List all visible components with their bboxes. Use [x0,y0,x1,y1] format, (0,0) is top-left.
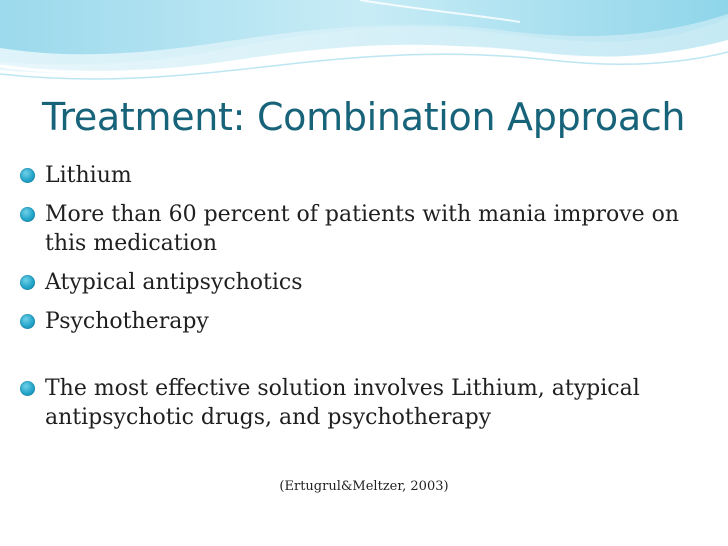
bullet-dot-icon [20,275,35,290]
bullet-text: Psychotherapy [45,309,209,334]
slide-title: Treatment: Combination Approach [42,95,686,139]
header-wave-decoration [0,0,728,90]
citation [0,479,728,494]
bullet-item [20,307,700,336]
bullet-dot-icon [20,381,35,396]
citation-text: (Ertugrul&Meltzer, 2003) [279,479,449,494]
bullet-list [20,161,700,442]
bullet-item [20,161,700,190]
bullet-text: Atypical antipsychotics [45,270,303,295]
bullet-text: The most effective solution involves Lithium, atypical antipsychotic drugs, and psychotherapy [45,376,640,430]
bullet-dot-icon [20,207,35,222]
bullet-text: More than 60 percent of patients with mania improve on this medication [45,202,680,256]
bullet-item [20,200,700,258]
bullet-dot-icon [20,168,35,183]
bullet-item [20,268,700,297]
bullet-item [20,374,700,432]
bullet-dot-icon [20,314,35,329]
bullet-text: Lithium [45,163,132,188]
